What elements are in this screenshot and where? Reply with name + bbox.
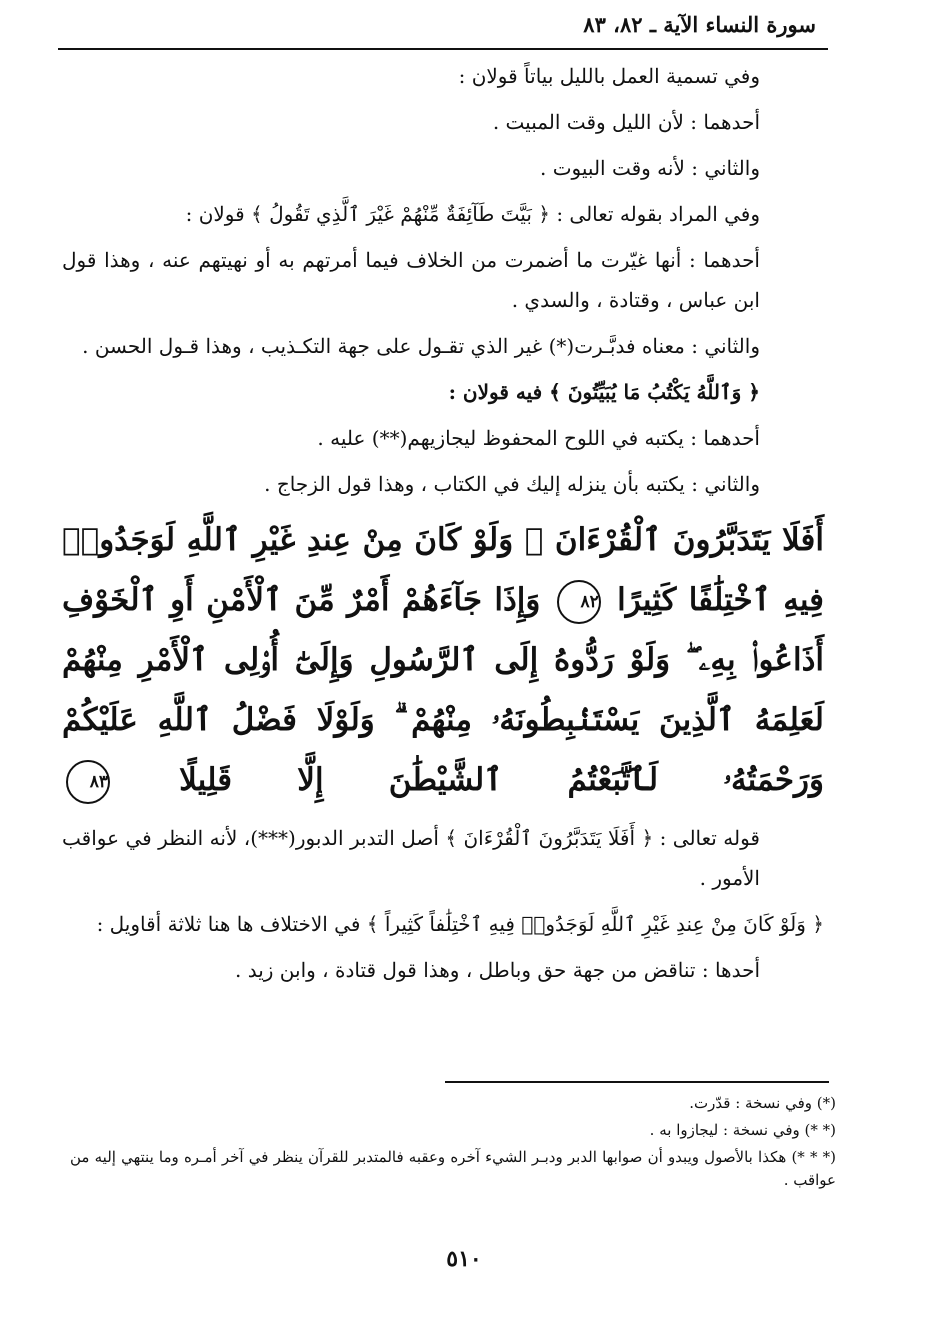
quran-verse-82: أَفَلَا يَتَدَبَّرُونَ ٱلْقُرْءَانَ ۚ وَلَوْ كَانَ مِنْ عِندِ غَيْرِ ٱللَّهِ لَوَجَدُوا۟ فِيهِ ٱخْتِلَٰفًا كَثِيرًا [62, 522, 824, 618]
commentary-paragraph: أحدها : تناقض من جهة حق وباطل ، وهذا قول قتادة ، وابن زيد . [235, 958, 760, 982]
footnote: (* * *) هكذا بالأصول ويبدو أن صوابها الدبر ودبـر الشيء آخره وعقبه فالمتدبر للقرآن ينظر في آخر أمـره وما ينتهي إليه من عواقب . [70, 1148, 836, 1189]
ayah-number-83: ٨٣ [66, 760, 110, 804]
footnote: (*) وفي نسخة : قدّرت. [689, 1094, 836, 1112]
ayah-number-82: ٨٢ [557, 580, 601, 624]
paragraph: والثاني : يكتبه بأن ينزله إليك في الكتاب ، وهذا قول الزجاج . [264, 472, 760, 496]
paragraph: أحدهما : لأن الليل وقت المبيت . [492, 110, 760, 134]
paragraph: والثاني : معناه فدبَّـرت(*) غير الذي تقـول على جهة التكـذيب ، وهذا قـول الحسن . [82, 334, 760, 358]
footnote-divider [445, 1081, 829, 1083]
footnote: (* *) وفي نسخة : ليجازوا به . [649, 1121, 836, 1139]
paragraph: ﴿ وَٱللَّهُ يَكْتُبُ مَا يُبَيِّتُونَ ﴾ فيه قولان : [448, 380, 760, 404]
running-header [58, 8, 828, 50]
page-number: ٥١٠ [446, 1246, 482, 1272]
paragraph: أحدهما : يكتبه في اللوح المحفوظ ليجازيهم(**) عليه . [317, 426, 760, 450]
commentary-paragraph: قوله تعالى : ﴿ أَفَلَا يَتَدَبَّرُونَ ٱلْقُرْءَانَ ﴾ أصل التدبر الدبور(***)، لأنه النظر في عواقب الأمور . [62, 826, 760, 890]
quran-verse-83: وَإِذَا جَآءَهُمْ أَمْرٌ مِّنَ ٱلْأَمْنِ أَوِ ٱلْخَوْفِ أَذَاعُوا۟ بِهِۦ ۖ وَلَوْ رَدُّوهُ إِلَى ٱلرَّسُولِ وَإِلَىٰٓ أُو۟لِى ٱلْأَمْرِ مِنْهُمْ لَعَلِمَهُ ٱلَّذِينَ يَسْتَنۢبِطُونَهُۥ مِنْهُمْ ۗ وَلَوْلَا فَضْلُ ٱللَّهِ عَلَيْكُمْ وَرَحْمَتُهُۥ لَٱتَّبَعْتُمُ ٱلشَّيْطَٰنَ إِلَّا قَلِيلًا [62, 582, 824, 798]
paragraph: وفي المراد بقوله تعالى : ﴿ بَيَّتَ طَآئِفَةٌ مِّنْهُمْ غَيْرَ ٱلَّذِي تَقُولُ ﴾ قولان : [185, 202, 760, 226]
surah-title: سورة النساء الآية ـ ٨٢، ٨٣ [583, 12, 816, 37]
quran-verses [62, 510, 824, 810]
main-text [62, 56, 824, 996]
paragraph: أحدهما : أنها غيّرت ما أضمرت من الخلاف فيما أمرتهم به أو نهيتهم عنه ، وهذا قول ابن عباس ، وقتادة ، والسدي . [62, 248, 760, 312]
paragraph: وفي تسمية العمل بالليل بياتاً قولان : [458, 64, 760, 88]
commentary-paragraph: ﴿ وَلَوْ كَانَ مِنْ عِندِ غَيْرِ ٱللَّهِ لَوَجَدُوا۟ فِيهِ ٱخْتِلَٰفاً كَثِيراً ﴾ في الاختلاف ها هنا ثلاثة أقاويل : [96, 912, 824, 936]
footnotes [70, 1092, 836, 1196]
paragraph: والثاني : لأنه وقت البيوت . [540, 156, 760, 180]
